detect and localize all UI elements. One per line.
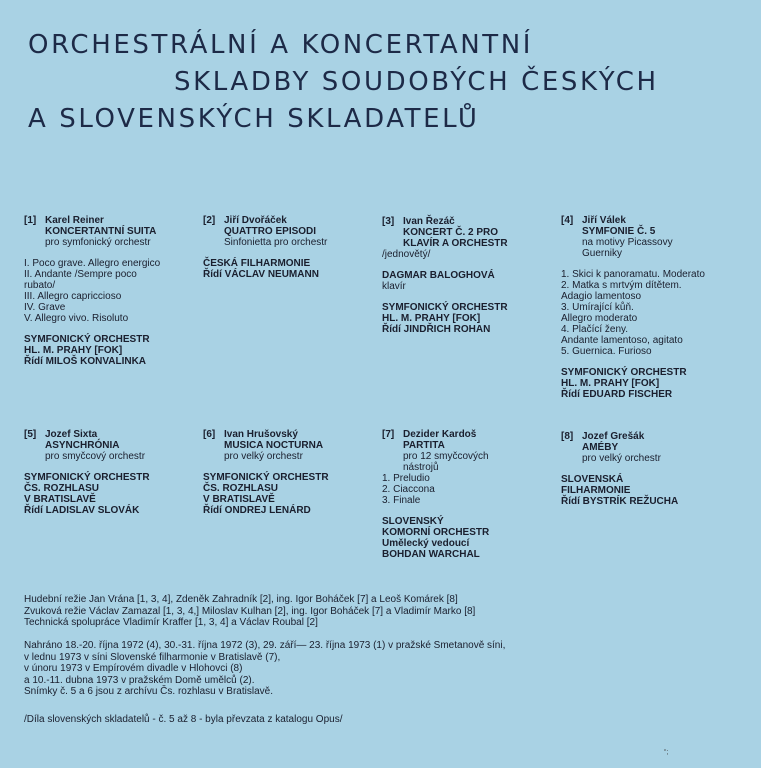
work-5	[24, 429, 150, 516]
movement: 1. Skici k panoramatu. Moderato	[561, 269, 705, 280]
performer-line: FILHARMONIE	[561, 485, 631, 496]
performer-line: SYMFONICKÝ ORCHESTR	[24, 334, 150, 345]
credit-line: Hudební režie Jan Vrána [1, 3, 4], Zdeněk Zahradník [2], ing. Igor Boháček [7] a Leoš Komárek [8]	[24, 594, 458, 605]
performer-line: Řídí BYSTRÍK REŽUCHA	[561, 496, 679, 507]
performer-line: HL. M. PRAHY [FOK]	[24, 345, 123, 356]
title-line-3: A SLOVENSKÝCH SKLADATELŮ	[28, 104, 480, 134]
movement: I. Poco grave. Allegro energico	[24, 258, 161, 269]
work-subtitle: pro velký orchestr	[582, 453, 661, 464]
work-3	[382, 216, 508, 335]
work-subtitle: pro 12 smyčcových	[403, 451, 489, 462]
performer-line: SYMFONICKÝ ORCHESTR	[24, 472, 150, 483]
movement: II. Andante /Sempre poco	[24, 269, 137, 280]
work-number: [6]	[203, 429, 216, 440]
recording-line: v lednu 1973 v síni Slovenské filharmonie v Bratislavě (7),	[24, 651, 281, 663]
soloist-name: DAGMAR BALOGHOVÁ	[382, 270, 495, 281]
movement: 2. Ciaccona	[382, 484, 435, 495]
recording-line: Nahráno 18.-20. října 1972 (4), 30.-31. října 1972 (3), 29. září— 23. října 1973 (1) v pražské Smetanově síni,	[24, 640, 506, 651]
work-subtitle: pro smyčcový orchestr	[45, 451, 146, 462]
performer-line: Řídí MILOŠ KONVALINKA	[24, 356, 147, 367]
performer-line: HL. M. PRAHY [FOK]	[561, 378, 660, 389]
movement: 3. Umírající kůň.	[561, 302, 634, 313]
work-number: [5]	[24, 429, 37, 440]
work-title: KONCERTANTNÍ SUITA	[45, 226, 157, 237]
credit-line: Technická spolupráce Vladimír Kraffer [1, 3, 4] a Václav Roubal [2]	[24, 617, 318, 628]
work-number: [3]	[382, 216, 395, 227]
movement: 1. Preludio	[382, 473, 430, 484]
work-number: [4]	[561, 215, 574, 226]
performer-line: Umělecký vedoucí	[382, 538, 470, 549]
work-title: PARTITA	[403, 440, 445, 451]
performer-line: Řídí EDUARD FISCHER	[561, 389, 673, 400]
composer: Jozef Grešák	[582, 431, 645, 442]
work-title: AMÉBY	[582, 442, 619, 453]
performer-line: SLOVENSKÁ	[561, 474, 624, 485]
recording-info	[24, 640, 505, 698]
movement: Adagio lamentoso	[561, 291, 642, 302]
performer-line: V BRATISLAVĚ	[203, 494, 275, 505]
work-title: SYMFONIE Č. 5	[582, 226, 656, 237]
work-2	[203, 215, 327, 280]
work-8	[561, 431, 678, 507]
performer-line: KOMORNÍ ORCHESTR	[382, 527, 490, 538]
work-number: [1]	[24, 215, 37, 226]
composer: Jiří Dvořáček	[224, 215, 287, 226]
performer-line: SYMFONICKÝ ORCHESTR	[203, 472, 329, 483]
work-title: MUSICA NOCTURNA	[224, 440, 324, 451]
work-title: ASYNCHRÓNIA	[45, 440, 120, 451]
movement: V. Allegro vivo. Risoluto	[24, 313, 129, 324]
movement: 3. Finale	[382, 495, 421, 506]
production-credits	[24, 594, 475, 629]
work-subtitle: pro symfonický orchestr	[45, 237, 151, 248]
work-number: [2]	[203, 215, 216, 226]
performer-line: ČS. ROZHLASU	[203, 483, 278, 494]
work-title: KONCERT Č. 2 PRO	[403, 227, 499, 238]
corner-mark: “;	[664, 749, 669, 756]
movement: IV. Grave	[24, 302, 66, 313]
performer-line: V BRATISLAVĚ	[24, 494, 96, 505]
work-subtitle: nástrojů	[403, 462, 439, 473]
work-number: [8]	[561, 431, 574, 442]
performer-line: HL. M. PRAHY [FOK]	[382, 313, 481, 324]
composer: Dezider Kardoš	[403, 429, 477, 440]
composer: Jozef Sixta	[45, 429, 98, 440]
soloist-instrument: klavír	[382, 281, 406, 292]
credit-line: Zvuková režie Václav Zamazal [1, 3, 4,] Miloslav Kulhan [2], ing. Igor Boháček [7] a Vladimír Marko [8]	[24, 605, 476, 617]
composer: Karel Reiner	[45, 215, 104, 226]
work-6	[203, 429, 329, 516]
recording-line: v únoru 1973 v Empírovém divadle v Hlohovci (8)	[24, 663, 243, 674]
performer-line: SYMFONICKÝ ORCHESTR	[382, 302, 508, 313]
work-7	[382, 429, 489, 560]
movement: Andante lamentoso, agitato	[561, 335, 683, 346]
performer-line: BOHDAN WARCHAL	[382, 549, 480, 560]
composer: Jiří Válek	[582, 215, 626, 226]
work-title: QUATTRO EPISODI	[224, 226, 317, 237]
work-subtitle: pro velký orchestr	[224, 451, 303, 462]
work-title: KLAVÍR A ORCHESTR	[403, 238, 508, 249]
work-subtitle: na motivy Picassovy	[582, 237, 673, 248]
work-1	[24, 215, 160, 367]
work-subtitle: Sinfonietta pro orchestr	[224, 237, 328, 248]
movement: III. Allegro capriccioso	[24, 291, 122, 302]
recording-line: a 10.-11. dubna 1973 v pražském Domě umělců (2).	[24, 674, 255, 686]
movement: 2. Matka s mrtvým dítětem.	[561, 280, 682, 291]
performer-line: SYMFONICKÝ ORCHESTR	[561, 367, 687, 378]
work-number: [7]	[382, 429, 395, 440]
title-line-1: ORCHESTRÁLNÍ A KONCERTANTNÍ	[28, 30, 534, 60]
performer-line: Řídí JINDŘICH ROHAN	[382, 324, 491, 335]
performer-line: Řídí ONDREJ LENÁRD	[203, 505, 311, 516]
movement: Allegro moderato	[561, 313, 638, 324]
work-4	[561, 215, 705, 400]
title-line-2: SKLADBY SOUDOBÝCH ČESKÝCH	[174, 67, 659, 97]
performer-line: SLOVENSKÝ	[382, 516, 444, 527]
recording-line: Snímky č. 5 a 6 jsou z archívu Čs. rozhlasu v Bratislavě.	[24, 686, 273, 697]
performer-line: Řídí VÁCLAV NEUMANN	[203, 269, 319, 280]
performer-line: ČS. ROZHLASU	[24, 483, 99, 494]
movement: rubato/	[24, 280, 56, 291]
movement: 4. Plačící ženy.	[561, 324, 629, 335]
performer-line: ČESKÁ FILHARMONIE	[203, 258, 311, 269]
composer: Ivan Hrušovský	[224, 429, 298, 440]
catalog-note: /Díla slovenských skladatelů - č. 5 až 8 - byla převzata z katalogu Opus/	[24, 714, 343, 725]
composer: Ivan Řezáč	[403, 216, 455, 227]
movement: 5. Guernica. Furioso	[561, 346, 652, 357]
work-subtitle: /jednovětý/	[382, 249, 431, 260]
performer-line: Řídí LADISLAV SLOVÁK	[24, 505, 140, 516]
work-subtitle: Guerniky	[582, 248, 623, 259]
